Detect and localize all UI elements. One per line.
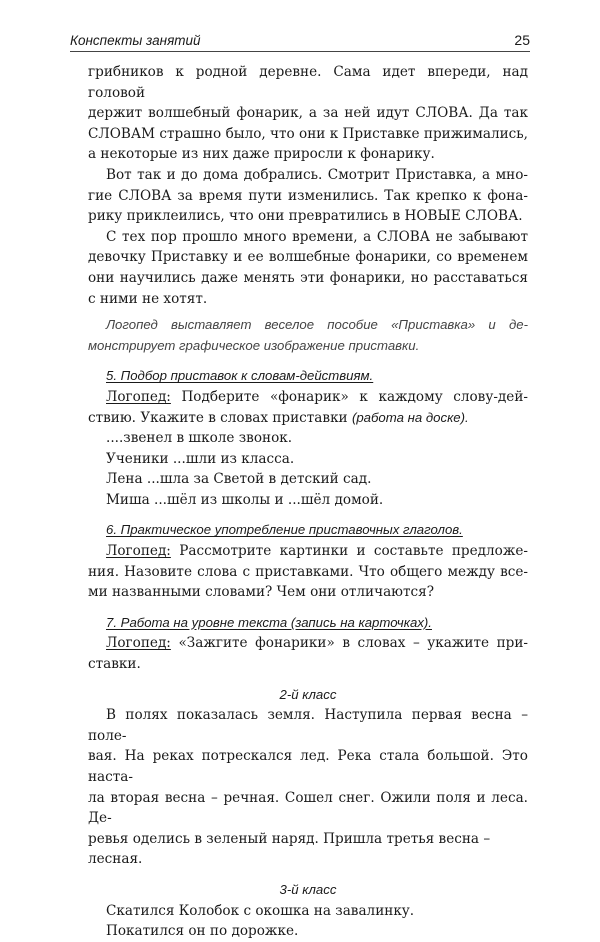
example-line: Ученики ...шли из класса. [106, 450, 295, 467]
text-line [88, 633, 528, 654]
page-body [88, 62, 528, 942]
text-line: С тех пор прошло много времени, а СЛОВА не забывают [106, 228, 528, 245]
text-line: ния. Назовите слова с приставками. Что общего между все- [88, 563, 528, 580]
teacher-note [88, 315, 528, 356]
text-line: а некоторые из них даже приросли к фонарику. [88, 146, 435, 163]
example-line: Лена ...шла за Светой в детский сад. [106, 471, 372, 488]
story-paragraph-1 [88, 62, 528, 165]
text-line: с ними не хотят. [88, 290, 208, 307]
running-header [70, 31, 530, 52]
text-span: Подберите «фонарик» к каждому слову-дей- [170, 388, 528, 405]
text-line: Покатился он по дорожке. [106, 923, 299, 940]
text-span: Рассмотрите картинки и составьте предложе- [170, 543, 528, 560]
section-title: 6. Практическое употребление приставочных глаголов. [106, 522, 463, 538]
text-line [88, 387, 528, 408]
text-line: рику приклеились, что они превратились в НОВЫЕ СЛОВА. [88, 208, 523, 225]
text-line [88, 541, 528, 562]
example-line: ....звенел в школе звонок. [106, 430, 293, 447]
text-line: Вот так и до дома добрались. Смотрит Приставка, а мно- [106, 166, 528, 183]
story-paragraph-3 [88, 227, 528, 309]
text-line: держит волшебный фонарик, а за ней идут СЛОВА. Да так [88, 105, 528, 122]
page-number: 25 [514, 32, 530, 48]
grade-heading: 2-й класс [279, 686, 337, 702]
text-line: В полях показалась земля. Наступила первая весна – поле- [88, 707, 528, 744]
section-6 [88, 520, 528, 602]
note-line: Логопед выставляет веселое пособие «Приставка» и де- [106, 317, 528, 333]
text-line: СЛОВАМ страшно было, что они к Приставке прижимались, [88, 125, 528, 142]
note-line: монстрирует графическое изображение приставки. [88, 337, 420, 353]
text-line: ревья оделись в зеленый наряд. Пришла третья весна – лесная. [88, 830, 491, 868]
speaker-label: Логопед: [106, 635, 171, 652]
italic-remark: (работа на доске). [351, 409, 469, 425]
section-5 [88, 366, 528, 510]
speaker-label: Логопед: [106, 388, 171, 405]
grade-3-block [88, 880, 528, 942]
text-line: девочку Приставку и ее волшебные фонарики, со временем [88, 249, 528, 266]
speaker-label: Логопед: [106, 543, 171, 560]
text-line: вая. На реках потрескался лед. Река стала большой. Это наста- [88, 748, 528, 785]
text-line: они научились даже менять эти фонарики, но расставаться [88, 269, 528, 286]
text-span: «Зажгите фонарики» в словах – укажите при- [170, 635, 528, 652]
grade-2-block [88, 685, 528, 870]
header-title: Конспекты занятий [70, 33, 201, 48]
text-line: ла вторая весна – речная. Сошел снег. Ожили поля и леса. Де- [88, 789, 528, 827]
story-paragraph-2 [88, 165, 528, 227]
section-7 [88, 613, 528, 675]
text-line: гие СЛОВА за время пути изменились. Так крепко к фона- [88, 187, 528, 204]
section-title: 7. Работа на уровне текста (запись на карточках). [106, 614, 432, 630]
text-line: ставки. [88, 656, 141, 673]
text-line: грибников к родной деревне. Сама идет впереди, над головой [88, 64, 528, 101]
example-line: Миша ...шёл из школы и ...шёл домой. [106, 491, 384, 508]
text-line: ми названными словами? Чем они отличаются? [88, 584, 435, 601]
section-title: 5. Подбор приставок к словам-действиям. [106, 368, 374, 384]
text-span: ствию. Укажите в словах приставки [88, 409, 352, 426]
text-line: Скатился Колобок с окошка на завалинку. [106, 902, 415, 919]
grade-heading: 3-й класс [279, 881, 337, 897]
text-line [88, 408, 528, 429]
